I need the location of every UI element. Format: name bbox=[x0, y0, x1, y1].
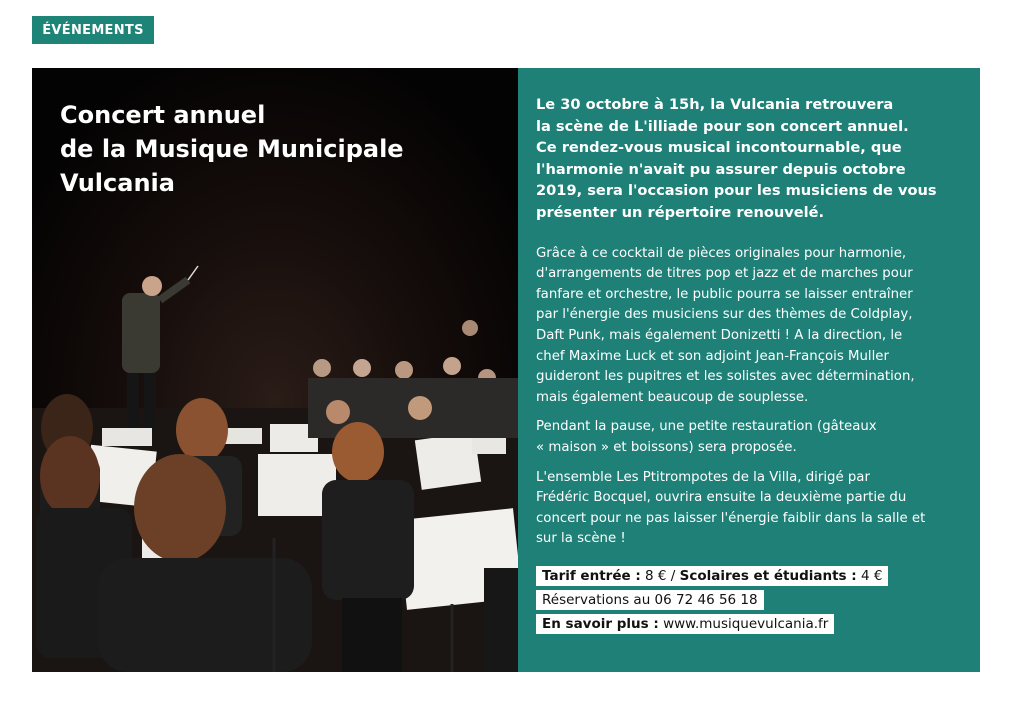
website-link[interactable]: www.musiquevulcania.fr bbox=[658, 615, 829, 632]
tarif-value: 8 € / bbox=[640, 567, 680, 584]
tarif-box bbox=[536, 566, 888, 586]
website-box bbox=[536, 614, 834, 634]
event-card bbox=[32, 68, 980, 672]
tarif-label: Tarif entrée : bbox=[542, 567, 641, 584]
scolaires-label: Scolaires et étudiants : bbox=[679, 567, 857, 584]
savoir-label: En savoir plus : bbox=[542, 615, 659, 632]
text-panel bbox=[518, 68, 980, 672]
title-line: de la Musique Municipale bbox=[60, 135, 404, 163]
section-tag: ÉVÉNEMENTS bbox=[32, 16, 154, 44]
event-title bbox=[60, 98, 404, 200]
lead-paragraph: Le 30 octobre à 15h, la Vulcania retrouvera la scène de L'illiade pour son concert annuel. Ce rendez-vous musical incontournable, que l'harmonie n'avait pu assurer depuis octobre 2019, sera l'occasion pour les musiciens de vous présenter un répertoire renouvelé. bbox=[536, 96, 937, 221]
scolaires-value: 4 € bbox=[856, 567, 883, 584]
body-paragraph: Pendant la pause, une petite restauration (gâteaux « maison » et boissons) sera proposée. bbox=[536, 419, 877, 455]
concert-photo bbox=[32, 68, 518, 672]
title-line: Vulcania bbox=[60, 169, 175, 197]
body-paragraph: L'ensemble Les Ptitrompotes de la Villa, dirigé par Frédéric Bocquel, ouvrira ensuite la deuxième partie du concert pour ne pas laisser l'énergie faiblir dans la salle et sur la scène ! bbox=[536, 469, 926, 547]
title-line: Concert annuel bbox=[60, 101, 266, 129]
body-paragraph: Grâce à ce cocktail de pièces originales pour harmonie, d'arrangements de titres pop et jazz et de marches pour fanfare et orchestre, le public pourra se laisser entraîner par l'énergie des musiciens sur des thèmes de Coldplay, Daft Punk, mais également Donizetti ! A la direction, le chef Maxime Luck et son adjoint Jean-François Muller guideront les pupitres et les solistes avec détermination, mais également beaucoup de souplesse. bbox=[536, 245, 915, 405]
reservations-box bbox=[536, 590, 764, 610]
reservations-text: Réservations au 06 72 46 56 18 bbox=[542, 591, 758, 608]
info-list bbox=[536, 566, 964, 634]
